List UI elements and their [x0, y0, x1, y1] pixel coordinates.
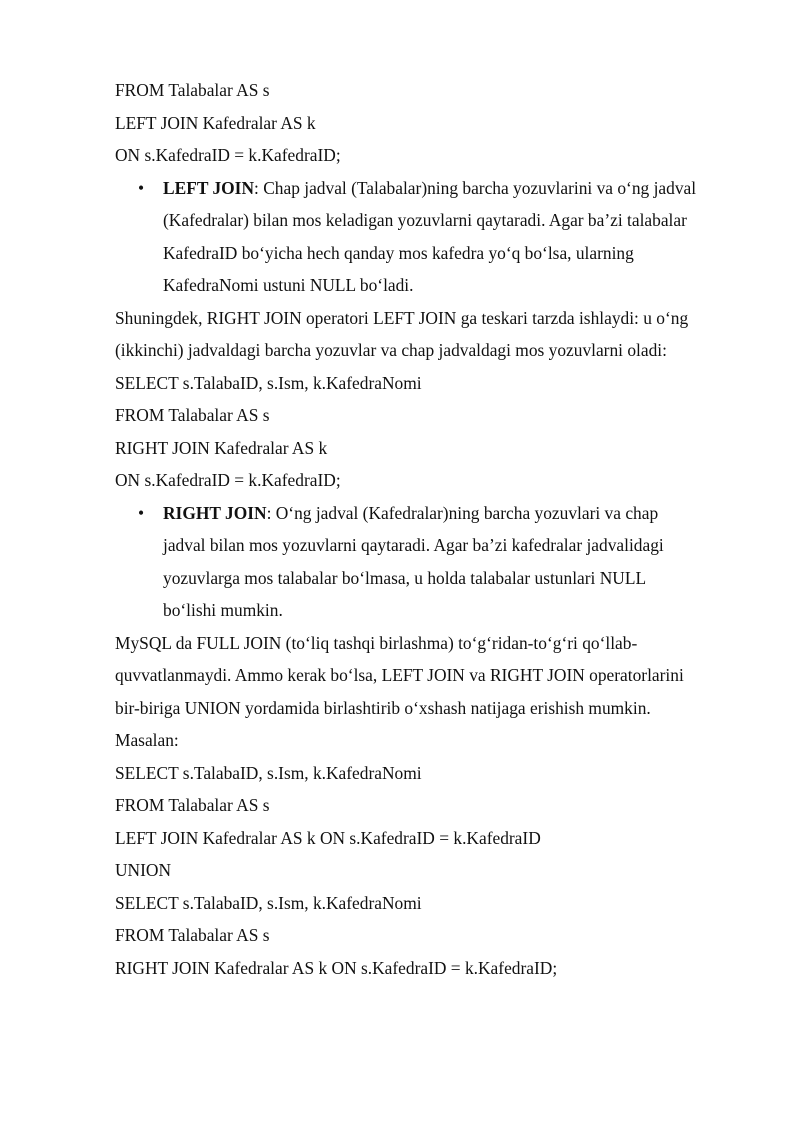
code-line: UNION — [115, 860, 172, 880]
bullet-line: KafedraID bo‘yicha hech qanday mos kafedra yo‘q bo‘lsa, ularning — [163, 242, 634, 263]
bullet-right-join — [115, 497, 745, 627]
code-line: LEFT JOIN Kafedralar AS k — [115, 112, 316, 133]
code-line: FROM Talabalar AS s — [115, 405, 270, 425]
bullet-line — [163, 172, 745, 205]
bullet-left-join — [115, 172, 745, 302]
bullet-line-rest: : Chap jadval (Talabalar)ning barcha yozuvlarini va o‘ng jadval — [254, 177, 697, 198]
bullet-text — [163, 497, 745, 627]
bullet-term: LEFT JOIN — [163, 177, 255, 198]
paragraph-line: bir-biriga UNION yordamida birlashtirib o‘xshash natijaga erishish mumkin. — [115, 697, 651, 718]
code-line: ON s.KafedraID = k.KafedraID; — [115, 470, 341, 490]
bullet-line: jadval bilan mos yozuvlarni qaytaradi. Agar ba’zi kafedralar jadvalidagi — [163, 535, 664, 555]
code-line: FROM Talabalar AS s — [115, 925, 270, 945]
code-line: SELECT s.TalabaID, s.Ism, k.KafedraNomi — [115, 892, 422, 913]
bullet-line — [163, 497, 745, 530]
document-body — [115, 74, 745, 984]
code-line: RIGHT JOIN Kafedralar AS k — [115, 437, 328, 458]
code-line: SELECT s.TalabaID, s.Ism, k.KafedraNomi — [115, 372, 422, 393]
bullet-line-rest: : O‘ng jadval (Kafedralar)ning barcha yozuvlari va chap — [266, 502, 659, 523]
code-line: FROM Talabalar AS s — [115, 795, 270, 815]
paragraph-line: MySQL da FULL JOIN (to‘liq tashqi birlashma) to‘g‘ridan-to‘g‘ri qo‘llab- — [115, 632, 638, 653]
bullet-line: KafedraNomi ustuni NULL bo‘ladi. — [163, 275, 414, 295]
bullet-term: RIGHT JOIN — [163, 502, 267, 523]
code-line: RIGHT JOIN Kafedralar AS k ON s.KafedraID = k.KafedraID; — [115, 957, 558, 978]
code-line: LEFT JOIN Kafedralar AS k ON s.KafedraID = k.KafedraID — [115, 827, 541, 848]
code-line: FROM Talabalar AS s — [115, 80, 270, 100]
paragraph-line: quvvatlanmaydi. Ammo kerak bo‘lsa, LEFT JOIN va RIGHT JOIN operatorlarini — [115, 665, 684, 685]
paragraph-line: Masalan: — [115, 730, 179, 750]
bullet-dot-icon: • — [138, 502, 145, 523]
code-line: SELECT s.TalabaID, s.Ism, k.KafedraNomi — [115, 762, 422, 783]
bullet-line: bo‘lishi mumkin. — [163, 600, 283, 620]
bullet-dot-icon: • — [138, 177, 145, 198]
bullet-text — [163, 172, 745, 302]
bullet-line: yozuvlarga mos talabalar bo‘lmasa, u holda talabalar ustunlari NULL — [163, 567, 647, 588]
paragraph-line: Shuningdek, RIGHT JOIN operatori LEFT JOIN ga teskari tarzda ishlaydi: u o‘ng — [115, 307, 689, 328]
paragraph-line: (ikkinchi) jadvaldagi barcha yozuvlar va chap jadvaldagi mos yozuvlarni oladi: — [115, 340, 667, 360]
bullet-line: (Kafedralar) bilan mos keladigan yozuvlarni qaytaradi. Agar ba’zi talabalar — [163, 210, 687, 230]
code-line: ON s.KafedraID = k.KafedraID; — [115, 145, 341, 165]
